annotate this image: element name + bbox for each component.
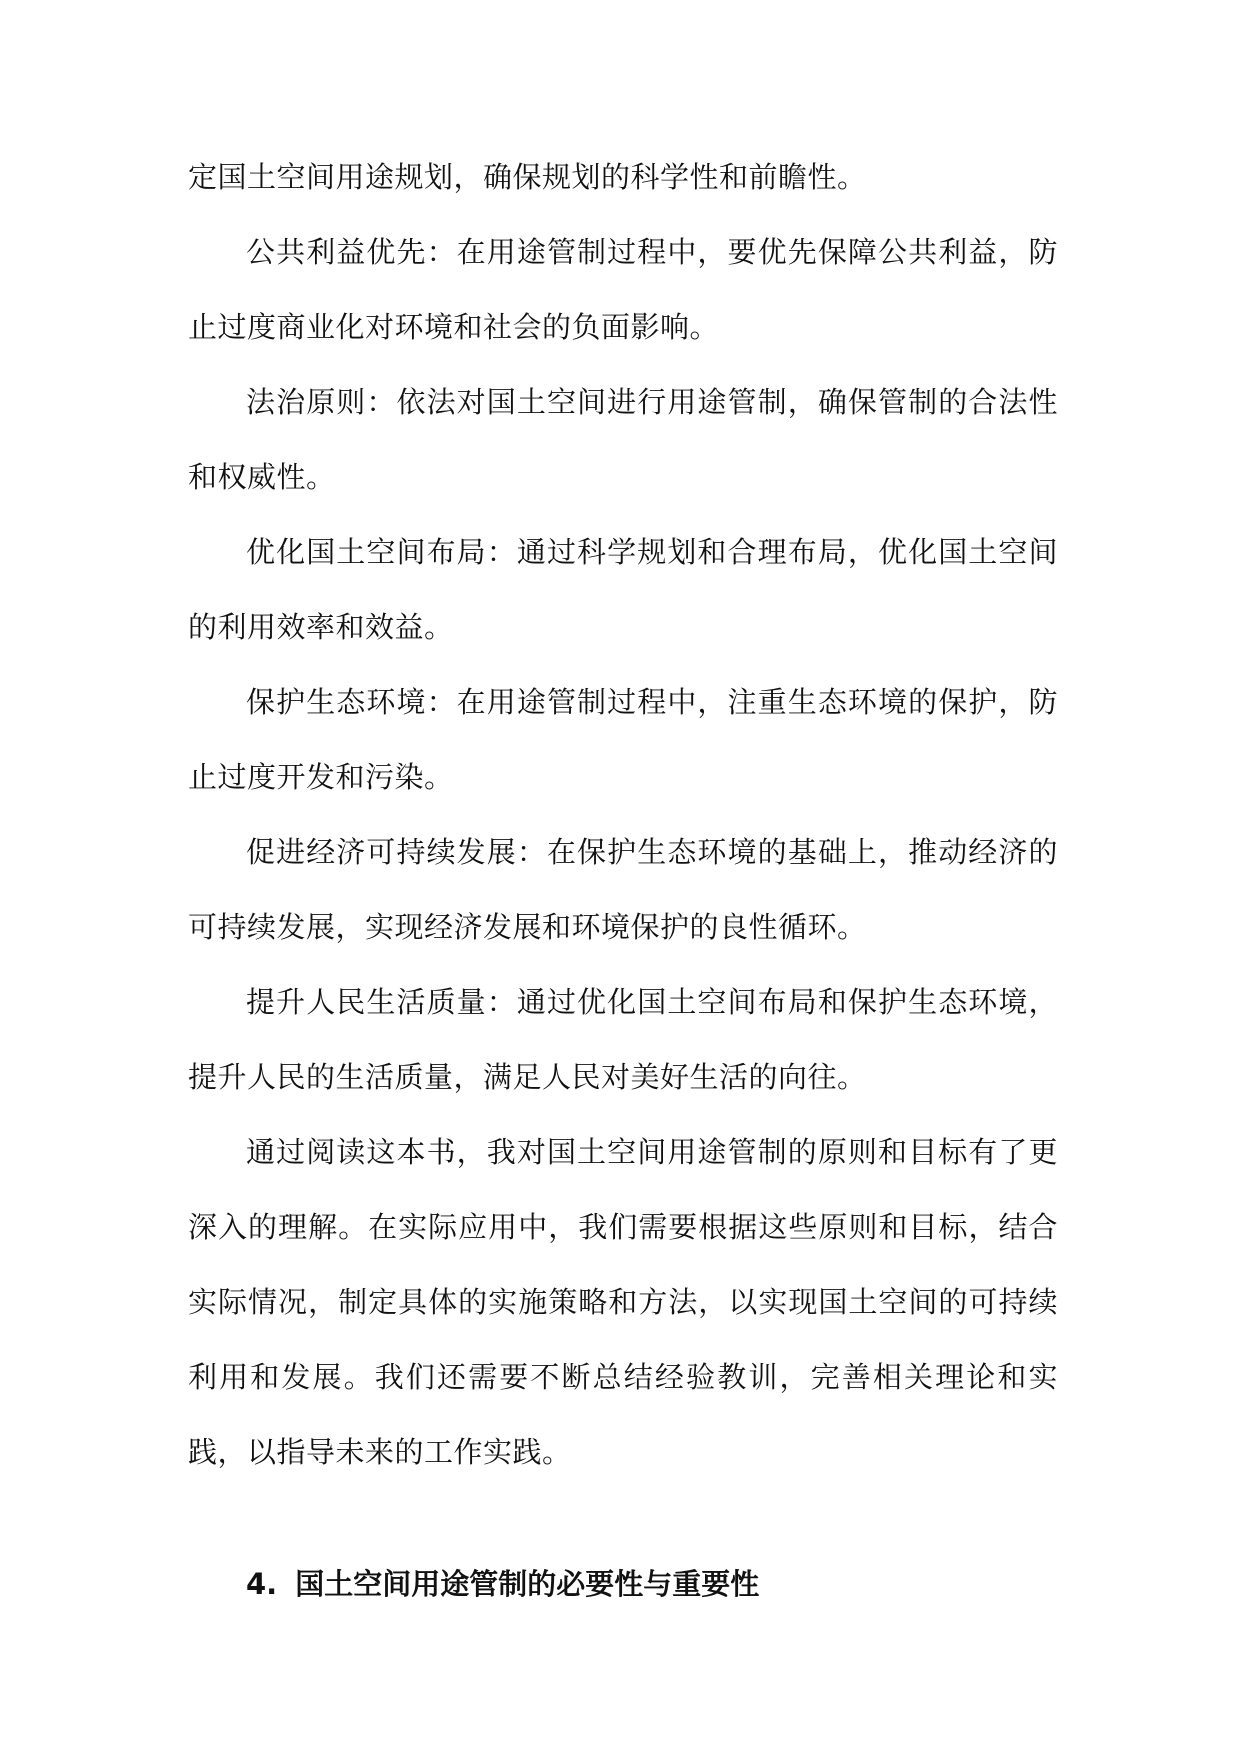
paragraph-quality-of-life: 提升人民生活质量：通过优化国土空间布局和保护生态环境，提升人民的生活质量，满足人民对美好生活的向往。	[188, 985, 1058, 1094]
paragraph-continuation: 定国土空间用途规划，确保规划的科学性和前瞻性。	[188, 160, 867, 194]
paragraph-optimize-layout: 优化国土空间布局：通过科学规划和合理布局，优化国土空间的利用效率和效益。	[188, 535, 1058, 644]
paragraph-ecology: 保护生态环境：在用途管制过程中，注重生态环境的保护，防止过度开发和污染。	[188, 685, 1058, 794]
section-title: 国土空间用途管制的必要性与重要性	[295, 1567, 760, 1601]
paragraph-economy: 促进经济可持续发展：在保护生态环境的基础上，推动经济的可持续发展，实现经济发展和环境保护的良性循环。	[188, 835, 1058, 944]
document-page	[188, 140, 1058, 1622]
section-heading	[188, 1547, 1058, 1622]
paragraph-public-interest: 公共利益优先：在用途管制过程中，要优先保障公共利益，防止过度商业化对环境和社会的负面影响。	[188, 235, 1058, 344]
section-number: 4.	[246, 1567, 278, 1601]
paragraph-reflection: 通过阅读这本书，我对国土空间用途管制的原则和目标有了更深入的理解。在实际应用中，我们需要根据这些原则和目标，结合实际情况，制定具体的实施策略和方法，以实现国土空间的可持续利用和发展。我们还需要不断总结经验教训，完善相关理论和实践，以指导未来的工作实践。	[188, 1135, 1058, 1469]
paragraph-rule-of-law: 法治原则：依法对国土空间进行用途管制，确保管制的合法性和权威性。	[188, 385, 1058, 494]
